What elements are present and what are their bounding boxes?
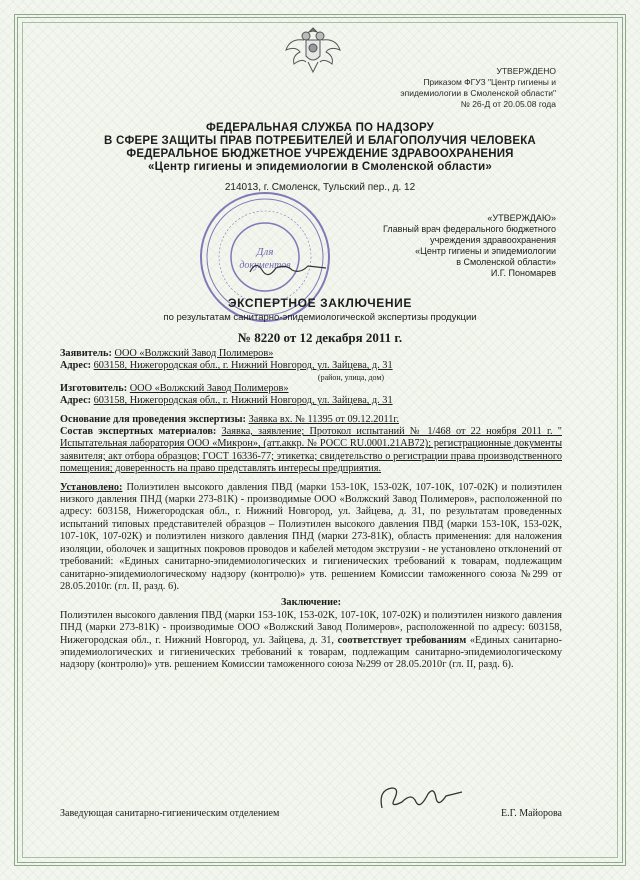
applicant-label: Заявитель: bbox=[60, 348, 112, 359]
stamp-text-line-1: Для bbox=[256, 246, 274, 258]
document-number: № 8220 от 12 декабря 2011 г. bbox=[237, 330, 403, 345]
applicant-value: ООО «Волжский Завод Полимеров» bbox=[114, 348, 274, 359]
manufacturer-label: Изготовитель: bbox=[60, 382, 128, 394]
established-row bbox=[60, 482, 562, 594]
approve-line: учреждения здравоохранения bbox=[430, 235, 556, 245]
agency-line: ФЕДЕРАЛЬНАЯ СЛУЖБА ПО НАДЗОРУ bbox=[205, 122, 435, 134]
conclusion-part-b: «Единых санитарно-эпидемиологических и гигиенических требований к товарам, подлежащим санитарно-эпидемиологическому надзору (контролю)» утв. решением Комиссии таможенного союза №299 от 28.05.2010г (гл. II, разд. 6). bbox=[60, 634, 562, 671]
approve-title: «УТВЕРЖДАЮ» bbox=[487, 213, 556, 223]
signatory-role: Заведующая санитарно-гигиеническим отделением bbox=[60, 808, 280, 819]
signature-chief-icon bbox=[246, 258, 336, 278]
coat-of-arms-icon bbox=[282, 22, 344, 74]
agency-address: 214013, г. Смоленск, Тульский пер., д. 12 bbox=[224, 182, 416, 193]
approve-signer: И.Г. Пономарев bbox=[490, 268, 556, 278]
approve-line: в Смоленской области» bbox=[456, 257, 556, 267]
manufacturer-row bbox=[60, 383, 562, 395]
basis-label: Основание для проведения экспертизы: bbox=[60, 413, 246, 425]
approved-order-block bbox=[336, 66, 556, 110]
address-hint: (район, улица, дом) bbox=[317, 372, 385, 382]
address2-label: Адрес: bbox=[60, 395, 92, 407]
agency-line: В СФЕРЕ ЗАЩИТЫ ПРАВ ПОТРЕБИТЕЛЕЙ И БЛАГОПОЛУЧИЯ ЧЕЛОВЕКА bbox=[104, 135, 536, 147]
agency-header bbox=[40, 122, 600, 174]
signatory-name: Е.Г. Майорова bbox=[501, 808, 562, 819]
approve-line: Главный врач федерального бюджетного bbox=[382, 224, 556, 234]
basis-value: Заявка вх. № 11395 от 09.12.2011г. bbox=[248, 413, 400, 425]
agency-line: ФЕДЕРАЛЬНОЕ БЮДЖЕТНОЕ УЧРЕЖДЕНИЕ ЗДРАВООХРАНЕНИЯ bbox=[126, 148, 514, 160]
document-title: ЭКСПЕРТНОЕ ЗАКЛЮЧЕНИЕ bbox=[228, 296, 412, 310]
address-row bbox=[60, 360, 562, 372]
conclusion-text bbox=[60, 610, 562, 672]
address2-value: 603158, Нижегородская обл., г. Нижний Новгород, ул. Зайцева, д. 31 bbox=[93, 395, 393, 407]
established-value: Полиэтилен высокого давления ПВД (марки 153-10К, 153-02К, 107-10К, 107-02К) и полиэтилен низкого давления ПНД (марки 273-81К) - производимые ООО «Волжский Завод Полимеров», расположенной по адресу: 603158, Нижегородская обл., г. Нижний Новгород, ул. Зайцева, д. 31, по результатам проведенных испытаний типовых представителей образцов – Полиэтилен высокого давления ПВД (марки 153-10К, 153-02К, 107-10К, 107-02К) и полиэтилен низкого давления ПНД (марки 273-81К), область применения: для наложения изоляции, оболочек и защитных покровов проводов и кабелей методом экструзии - не установлено отклонений от требований: «Единых санитарно-эпидемиологических и гигиенических требований к товарам, подлежащим санитарно-эпидемиологическому надзору (контролю)» утв. решением Комиссии таможенного союза №299 от 28.05.2010г. (гл. II, разд. 6). bbox=[60, 481, 563, 592]
signature-head-icon bbox=[372, 778, 468, 818]
conclusion-complies: соответствует требованиям bbox=[337, 634, 467, 646]
approved-line: № 26-Д от 20.05.08 года bbox=[460, 99, 556, 109]
approved-line: эпидемиологии в Смоленской области" bbox=[400, 88, 556, 98]
established-label: Установлено: bbox=[60, 481, 123, 493]
document-subtitle: по результатам санитарно-эпидемиологической экспертизы продукции bbox=[163, 312, 477, 323]
materials-row bbox=[60, 426, 562, 476]
manufacturer-value: ООО «Волжский Завод Полимеров» bbox=[129, 382, 289, 394]
document-body bbox=[60, 348, 562, 672]
applicant-row bbox=[60, 348, 562, 360]
address2-row bbox=[60, 395, 562, 407]
stamp-text-line-2: документов bbox=[239, 260, 291, 271]
approve-line: «Центр гигиены и эпидемиологии bbox=[415, 246, 556, 256]
materials-label: Состав экспертных материалов: bbox=[60, 426, 217, 438]
materials-value: Заявка, заявление; Протокол испытаний № 1/468 от 22 ноября 2011 г. " Испытательная лаборатория ООО «Микрон», (атт.аккр. № РОСС RU.0001.21АВ72); регистрационные документы заявителя; акт отбора образцов; ГОСТ 16336-77; этикетка; свидетельство о регистрации права производственного помещения; доверенность на право представлять интересы предприятия. bbox=[60, 426, 562, 475]
agency-line: «Центр гигиены и эпидемиологии в Смоленской области» bbox=[148, 161, 492, 173]
address-label: Адрес: bbox=[60, 360, 92, 372]
conclusion-label: Заключение: bbox=[280, 597, 341, 609]
basis-row bbox=[60, 414, 562, 426]
address-value: 603158, Нижегородская обл., г. Нижний Новгород, ул. Зайцева, д. 31 bbox=[93, 360, 393, 372]
conclusion-part-a: Полиэтилен высокого давления ПВД (марки 153-10К, 153-02К, 107-10К, 107-02К) и полиэтилен низкого давления ПНД (марки 273-81К) - производимые ООО «Волжский Завод Полимеров», расположенной по адресу: 603158, Нижегородская обл., г. Нижний Новгород, ул. Зайцева, д. 31, bbox=[60, 609, 562, 646]
approved-line: Приказом ФГУЗ "Центр гигиены и bbox=[423, 77, 556, 87]
approved-line: УТВЕРЖДЕНО bbox=[496, 66, 556, 76]
